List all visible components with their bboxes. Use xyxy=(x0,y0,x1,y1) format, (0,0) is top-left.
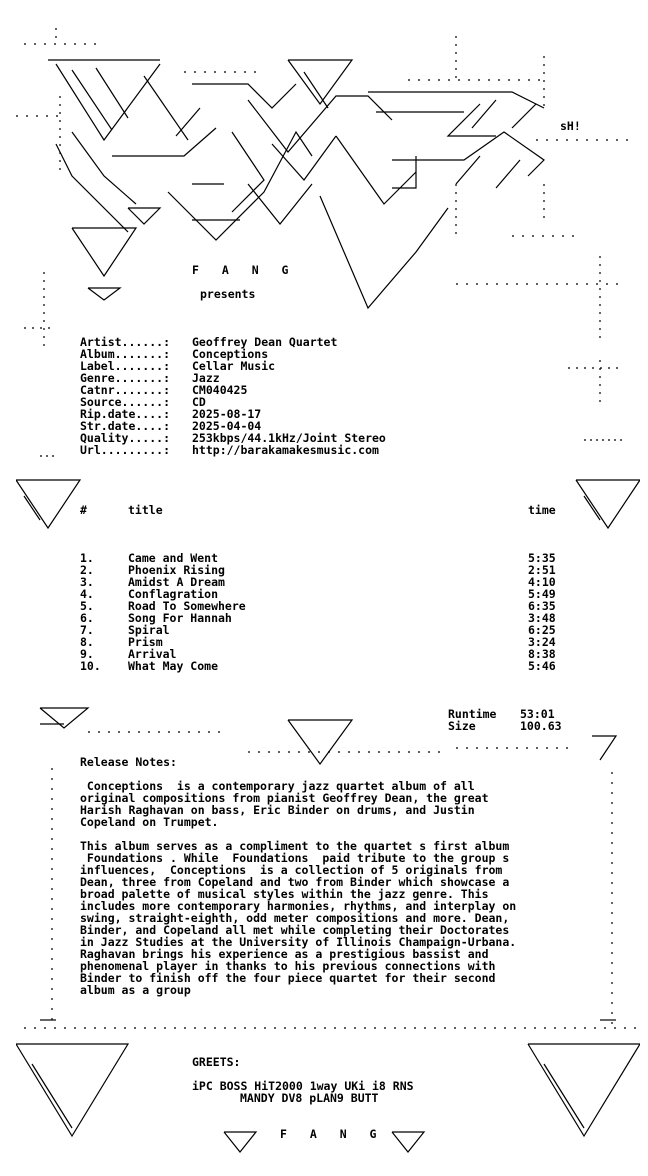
info-label: Artist......: xyxy=(80,335,171,349)
track-time: 5:46 xyxy=(528,659,556,673)
size-value: 100.63 xyxy=(520,719,562,733)
notes-line: Copeland on Trumpet. xyxy=(80,815,219,829)
notes-line: Foundations . While Foundations paid tribute to the group s xyxy=(80,851,510,865)
col-header-num: # xyxy=(80,503,87,517)
track-title: Came and Went xyxy=(128,551,219,565)
artist-signature: sH! xyxy=(560,119,581,133)
info-label: Label.......: xyxy=(80,359,171,373)
notes-line: Raghavan brings his experience as a prestigious bassist and xyxy=(80,947,489,961)
info-url[interactable]: http://barakamakesmusic.com xyxy=(192,443,379,457)
notes-line: phenomenal player in thanks to his previous connections with xyxy=(80,959,496,973)
track-title: Song For Hannah xyxy=(128,611,232,625)
track-title: What May Come xyxy=(128,659,219,673)
track-num: 5. xyxy=(80,599,94,613)
info-label: Catnr.......: xyxy=(80,383,171,397)
presents-label: presents xyxy=(200,287,256,301)
info-label: Source......: xyxy=(80,395,171,409)
info-value: CM040425 xyxy=(192,383,248,397)
col-header-time: time xyxy=(528,503,556,517)
track-num: 7. xyxy=(80,623,94,637)
track-time: 3:24 xyxy=(528,635,556,649)
track-title: Arrival xyxy=(128,647,177,661)
track-time: 2:51 xyxy=(528,563,556,577)
notes-heading: Release Notes: xyxy=(80,755,177,769)
info-value: 253kbps/44.1kHz/Joint Stereo xyxy=(192,431,386,445)
track-title: Prism xyxy=(128,635,163,649)
runtime-value: 53:01 xyxy=(520,707,555,721)
info-label: Str.date....: xyxy=(80,419,171,433)
notes-line: Binder, and Copeland all met while completing their Doctorates xyxy=(80,923,510,937)
info-value: Geoffrey Dean Quartet xyxy=(192,335,338,349)
track-time: 6:25 xyxy=(528,623,556,637)
greets-line: MANDY DV8 pLAN9 BUTT xyxy=(240,1091,379,1105)
track-title: Conflagration xyxy=(128,587,219,601)
track-num: 4. xyxy=(80,587,94,601)
notes-line: This album serves as a compliment to the quartet s first album xyxy=(80,839,510,853)
info-label: Quality.....: xyxy=(80,431,171,445)
size-label: Size xyxy=(448,719,476,733)
info-value: CD xyxy=(192,395,206,409)
notes-line: Dean, three from Copeland and two from Binder which showcase a xyxy=(80,875,510,889)
greets-line: iPC BOSS HiT2000 1way UKi i8 RNS xyxy=(192,1079,414,1093)
info-value: 2025-08-17 xyxy=(192,407,262,421)
track-time: 3:48 xyxy=(528,611,556,625)
info-label: Genre.......: xyxy=(80,371,171,385)
info-value: Cellar Music xyxy=(192,359,276,373)
runtime-label: Runtime xyxy=(448,707,497,721)
notes-line: Binder to finish off the four piece quartet for their second xyxy=(80,971,496,985)
notes-line: includes more contemporary harmonies, rhythms, and interplay on xyxy=(80,899,517,913)
track-num: 2. xyxy=(80,563,94,577)
notes-line: original compositions from pianist Geoffrey Dean, the great xyxy=(80,791,489,805)
track-title: Spiral xyxy=(128,623,170,637)
group-name: F A N G xyxy=(192,263,297,277)
track-num: 10. xyxy=(80,659,101,673)
track-time: 4:10 xyxy=(528,575,556,589)
track-num: 9. xyxy=(80,647,94,661)
info-label: Url.........: xyxy=(80,443,171,457)
track-num: 8. xyxy=(80,635,94,649)
info-value: 2025-04-04 xyxy=(192,419,262,433)
track-time: 6:35 xyxy=(528,599,556,613)
track-title: Phoenix Rising xyxy=(128,563,225,577)
track-num: 1. xyxy=(80,551,94,565)
notes-line: Harish Raghavan on bass, Eric Binder on drums, and Justin xyxy=(80,803,475,817)
notes-line: Conceptions is a contemporary jazz quartet album of all xyxy=(80,779,475,793)
info-label: Album.......: xyxy=(80,347,171,361)
notes-line: broad palette of musical styles within the jazz genre. This xyxy=(80,887,489,901)
greets-heading: GREETS: xyxy=(192,1055,241,1069)
track-time: 5:49 xyxy=(528,587,556,601)
notes-line: album as a group xyxy=(80,983,191,997)
notes-line: in Jazz Studies at the University of Illinois Champaign-Urbana. xyxy=(80,935,517,949)
track-num: 3. xyxy=(80,575,94,589)
info-value: Conceptions xyxy=(192,347,269,361)
notes-line: influences, Conceptions is a collection of 5 originals from xyxy=(80,863,503,877)
footer-group-name: F A N G xyxy=(280,1127,385,1141)
col-header-title: title xyxy=(128,503,163,517)
track-time: 5:35 xyxy=(528,551,556,565)
info-label: Rip.date....: xyxy=(80,407,171,421)
track-title: Road To Somewhere xyxy=(128,599,246,613)
nfo-document xyxy=(16,8,640,1168)
notes-line: swing, straight-eighth, odd meter compositions and more. Dean, xyxy=(80,911,510,925)
track-time: 8:38 xyxy=(528,647,556,661)
track-title: Amidst A Dream xyxy=(128,575,225,589)
info-value: Jazz xyxy=(192,371,220,385)
track-num: 6. xyxy=(80,611,94,625)
